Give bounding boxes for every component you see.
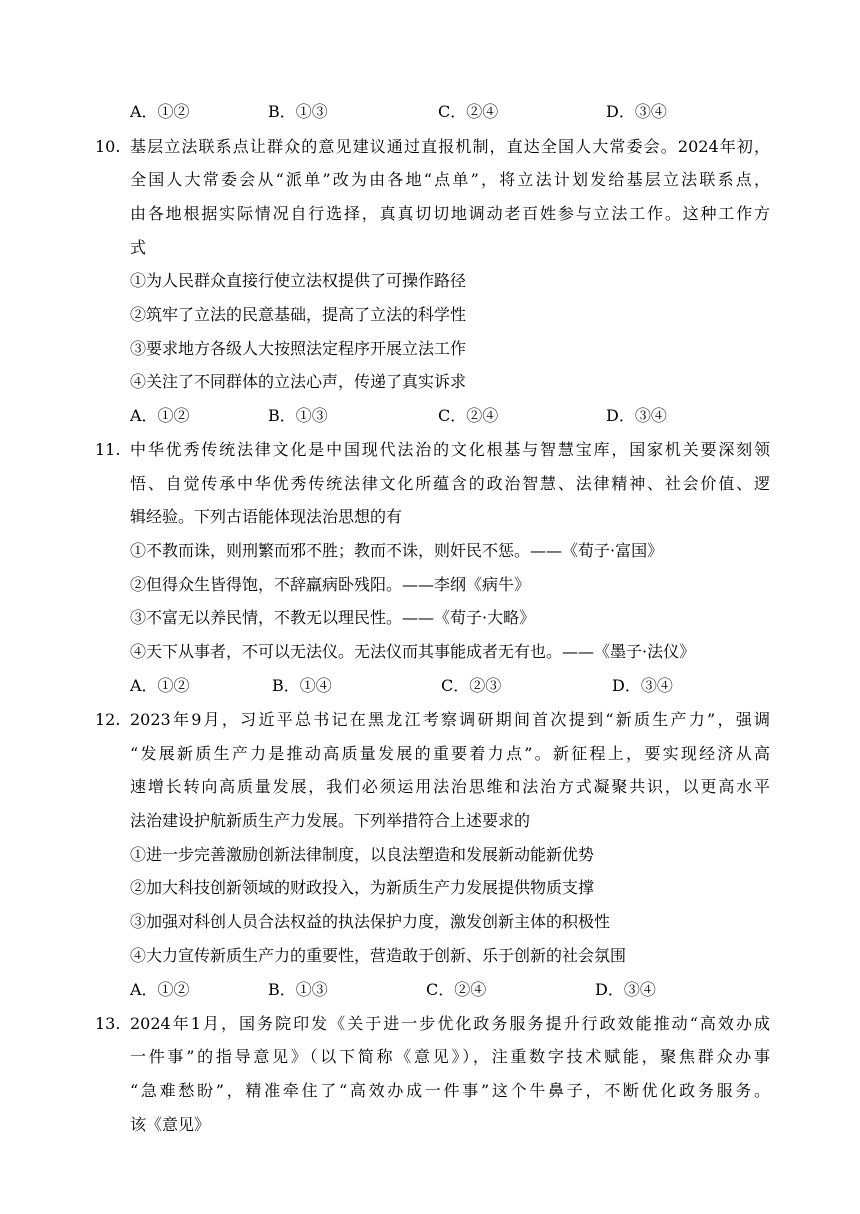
q11-stem-line: 悟、自觉传承中华优秀传统法律文化所蕴含的政治智慧、法律精神、社会价值、逻 — [130, 474, 770, 493]
q13-stem-line: 2024年1月，国务院印发《关于进一步优化政务服务提升行政效能推动“高效办成 — [130, 1014, 770, 1033]
q12-item: ②加大科技创新领域的财政投入，为新质生产力发展提供物质支撑 — [130, 878, 595, 897]
q10-stem-line: 全国人大常委会从“派单”改为由各地“点单”，将立法计划发给基层立法联系点， — [130, 170, 770, 189]
q12-stem-line: 速增长转向高质量发展，我们必须运用法治思维和法治方式凝聚共识，以更高水平 — [130, 777, 770, 796]
q12-item: ③加强对科创人员合法权益的执法保护力度，激发创新主体的积极性 — [130, 912, 611, 931]
q10-option-d[interactable]: D．③④ — [606, 406, 667, 425]
q9-options — [130, 101, 770, 123]
q10-item: ①为人民群众直接行使立法权提供了可操作路径 — [130, 271, 467, 290]
q10-option-c[interactable]: C．②④ — [438, 406, 499, 425]
q11-options — [130, 675, 770, 697]
q9-option-a[interactable]: A．①② — [130, 102, 190, 121]
q13-stem-line: 一件事”的指导意见》（以下简称《意见》），注重数字技术赋能，聚焦群众办事 — [130, 1047, 770, 1066]
q12-option-b[interactable]: B．①③ — [268, 980, 328, 999]
q11-item: ④天下从事者，不可以无法仪。无法仪而其事能成者无有也。——《墨子·法仪》 — [130, 642, 696, 661]
q10-item: ②筑牢了立法的民意基础，提高了立法的科学性 — [130, 305, 467, 324]
q10-item: ④关注了不同群体的立法心声，传递了真实诉求 — [130, 372, 467, 391]
q10-stem-line: 由各地根据实际情况自行选择，真真切切地调动老百姓参与立法工作。这种工作方 — [130, 204, 770, 223]
q9-option-c[interactable]: C．②④ — [438, 102, 499, 121]
q12-stem-line: “发展新质生产力是推动高质量发展的重要着力点”。新征程上，要实现经济从高 — [130, 744, 770, 763]
q11-item: ①不教而诛，则刑繁而邪不胜；教而不诛，则奸民不惩。——《荀子·富国》 — [130, 541, 664, 560]
q12-item: ①进一步完善激励创新法律制度，以良法塑造和发展新动能新优势 — [130, 845, 595, 864]
q12-options — [130, 979, 770, 1001]
q11-option-b[interactable]: B．①④ — [272, 676, 332, 695]
q12-item: ④大力宣传新质生产力的重要性，营造敢于创新、乐于创新的社会氛围 — [130, 946, 627, 965]
q13-number: 13. — [95, 1014, 121, 1033]
q11-number: 11. — [95, 440, 121, 459]
q10-option-b[interactable]: B．①③ — [268, 406, 328, 425]
q11-option-a[interactable]: A．①② — [130, 676, 190, 695]
q10-stem-line: 基层立法联系点让群众的意见建议通过直报机制，直达全国人大常委会。2024年初， — [130, 137, 770, 156]
q13-stem-line: “急难愁盼”，精准牵住了“高效办成一件事”这个牛鼻子，不断优化政务服务。 — [130, 1081, 770, 1100]
q9-option-b[interactable]: B．①③ — [268, 102, 328, 121]
q10-option-a[interactable]: A．①② — [130, 406, 190, 425]
q13-stem-line: 该《意见》 — [130, 1115, 211, 1134]
q11-option-d[interactable]: D．③④ — [612, 676, 673, 695]
q11-stem-line: 中华优秀传统法律文化是中国现代法治的文化根基与智慧宝库，国家机关要深刻领 — [130, 440, 770, 459]
q10-item: ③要求地方各级人大按照法定程序开展立法工作 — [130, 339, 467, 358]
q9-option-d[interactable]: D．③④ — [606, 102, 667, 121]
q10-stem-line: 式 — [130, 238, 147, 257]
q11-option-c[interactable]: C．②③ — [441, 676, 502, 695]
q11-item: ③不富无以养民情，不教无以理民性。——《荀子·大略》 — [130, 608, 536, 627]
q12-stem-line: 2023年9月，习近平总书记在黑龙江考察调研期间首次提到“新质生产力”，强调 — [130, 710, 770, 729]
q12-option-c[interactable]: C．②④ — [426, 980, 487, 999]
q12-stem-line: 法治建设护航新质生产力发展。下列举措符合上述要求的 — [130, 811, 531, 830]
q11-stem-line: 辑经验。下列古语能体现法治思想的有 — [130, 507, 403, 526]
q12-option-a[interactable]: A．①② — [130, 980, 190, 999]
q11-item: ②但得众生皆得饱，不辞羸病卧残阳。——李纲《病牛》 — [130, 575, 531, 594]
q10-options — [130, 405, 770, 427]
q12-option-d[interactable]: D．③④ — [595, 980, 656, 999]
q12-number: 12. — [95, 710, 121, 729]
q10-number: 10. — [95, 137, 121, 156]
